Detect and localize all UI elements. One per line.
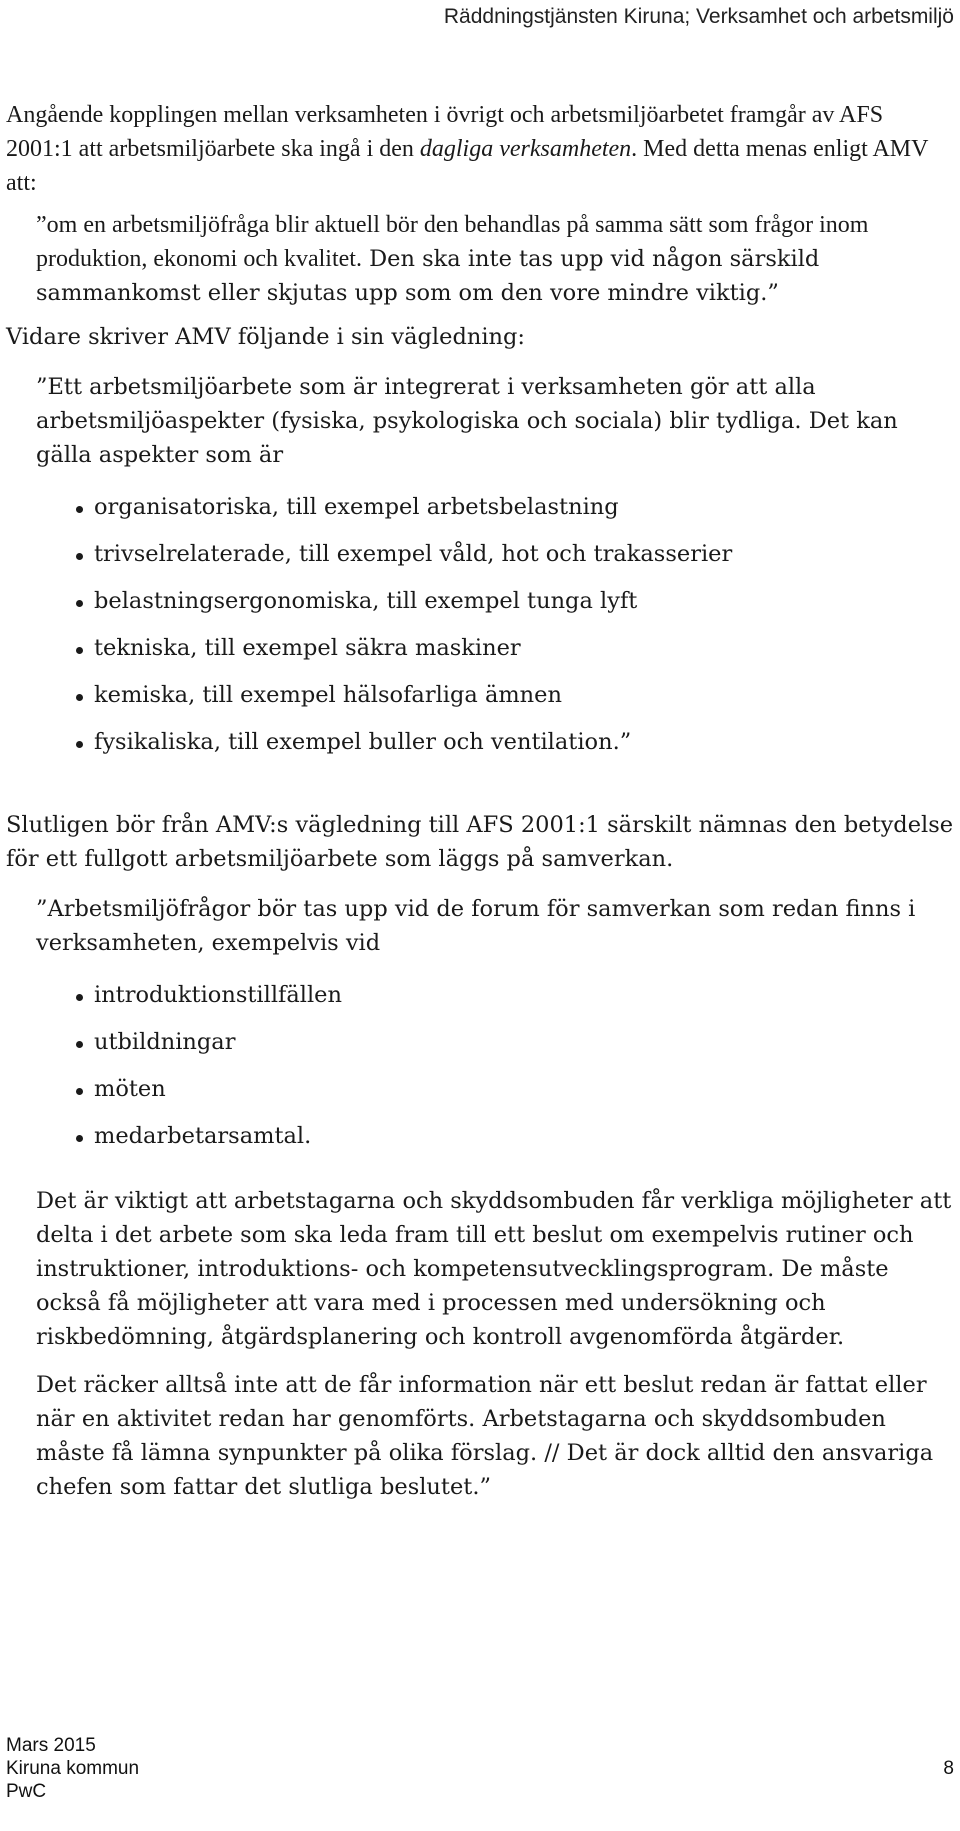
list-item: introduktionstillfällen (76, 978, 954, 1025)
list-item: organisatoriska, till exempel arbetsbelastning (76, 490, 954, 537)
list-item: möten (76, 1072, 954, 1119)
text: . Med detta menas enligt AMV att: (6, 136, 929, 196)
document-body (6, 98, 954, 1504)
paragraph-samverkan: Slutligen bör från AMV:s vägledning till AFS 2001:1 särskilt nämnas den betydelse för ett fullgott arbetsmiljöarbete som läggs på samverkan. (6, 812, 954, 872)
quote-amv-1 (36, 208, 954, 310)
list-item: medarbetarsamtal. (76, 1119, 954, 1166)
quote-amv-4: Det är viktigt att arbetstagarna och skyddsombuden får verkliga möjligheter att delta i det arbete som ska leda fram till ett beslut om exempelvis rutiner och instruktioner, introduktions- och kompetensutvecklingsprogram. De måste också få möjligheter att vara med i processen med undersökning och riskbedömning, åtgärdsplanering och kontroll avgenomförda åtgärder. (36, 1188, 952, 1350)
quote-amv-3: ”Arbetsmiljöfrågor bör tas upp vid de forum för samverkan som redan finns i verksamheten, exempelvis vid (36, 896, 916, 956)
paragraph-intro (6, 98, 954, 200)
quote-amv-2: ”Ett arbetsmiljöarbete som är integrerat i verksamheten gör att alla arbetsmiljöaspekter (fysiska, psykologiska och sociala) blir tydliga. Det kan gälla aspekter som är (36, 374, 898, 468)
aspect-list (6, 490, 954, 772)
footer-date: Mars 2015 (6, 1735, 96, 1756)
list-item: belastningsergonomiska, till exempel tunga lyft (76, 584, 954, 631)
text: Den ska inte tas upp vid någon särskild sammankomst eller skjutas upp som om den vore mindre viktig.” (36, 246, 820, 306)
forum-list (6, 978, 954, 1166)
paragraph-vagledning: Vidare skriver AMV följande i sin vägledning: (6, 324, 526, 350)
footer-company: PwC (6, 1781, 47, 1802)
footer-org: Kiruna kommun (6, 1758, 140, 1779)
text: Angående kopplingen mellan verksamheten i övrigt och arbetsmiljöarbetet framgår av AFS 2001:1 att arbetsmiljöarbete ska ingå i den (6, 102, 884, 162)
page-footer (6, 1734, 954, 1803)
quote-amv-5: Det räcker alltså inte att de får information när ett beslut redan är fattat eller när en aktivitet redan har genomförts. Arbetstagarna och skyddsombuden måste få lämna synpunkter på olika förslag. // Det är dock alltid den ansvariga chefen som fattar det slutliga beslutet.” (36, 1372, 934, 1500)
list-item: fysikaliska, till exempel buller och ventilation.” (76, 725, 954, 772)
header-title: Räddningstjänsten Kiruna; Verksamhet och arbetsmiljö (443, 5, 954, 28)
list-item: trivselrelaterade, till exempel våld, hot och trakasserier (76, 537, 954, 584)
list-item: utbildningar (76, 1025, 954, 1072)
page-number: 8 (943, 1758, 954, 1779)
emphasis: dagliga verksamheten (419, 136, 632, 162)
page-header (444, 5, 954, 29)
text: ”om en arbetsmiljöfråga blir aktuell bör den behandlas på samma sätt som frågor inom produktion, ekonomi och kvalitet. (36, 212, 869, 272)
list-item: tekniska, till exempel säkra maskiner (76, 631, 954, 678)
list-item: kemiska, till exempel hälsofarliga ämnen (76, 678, 954, 725)
